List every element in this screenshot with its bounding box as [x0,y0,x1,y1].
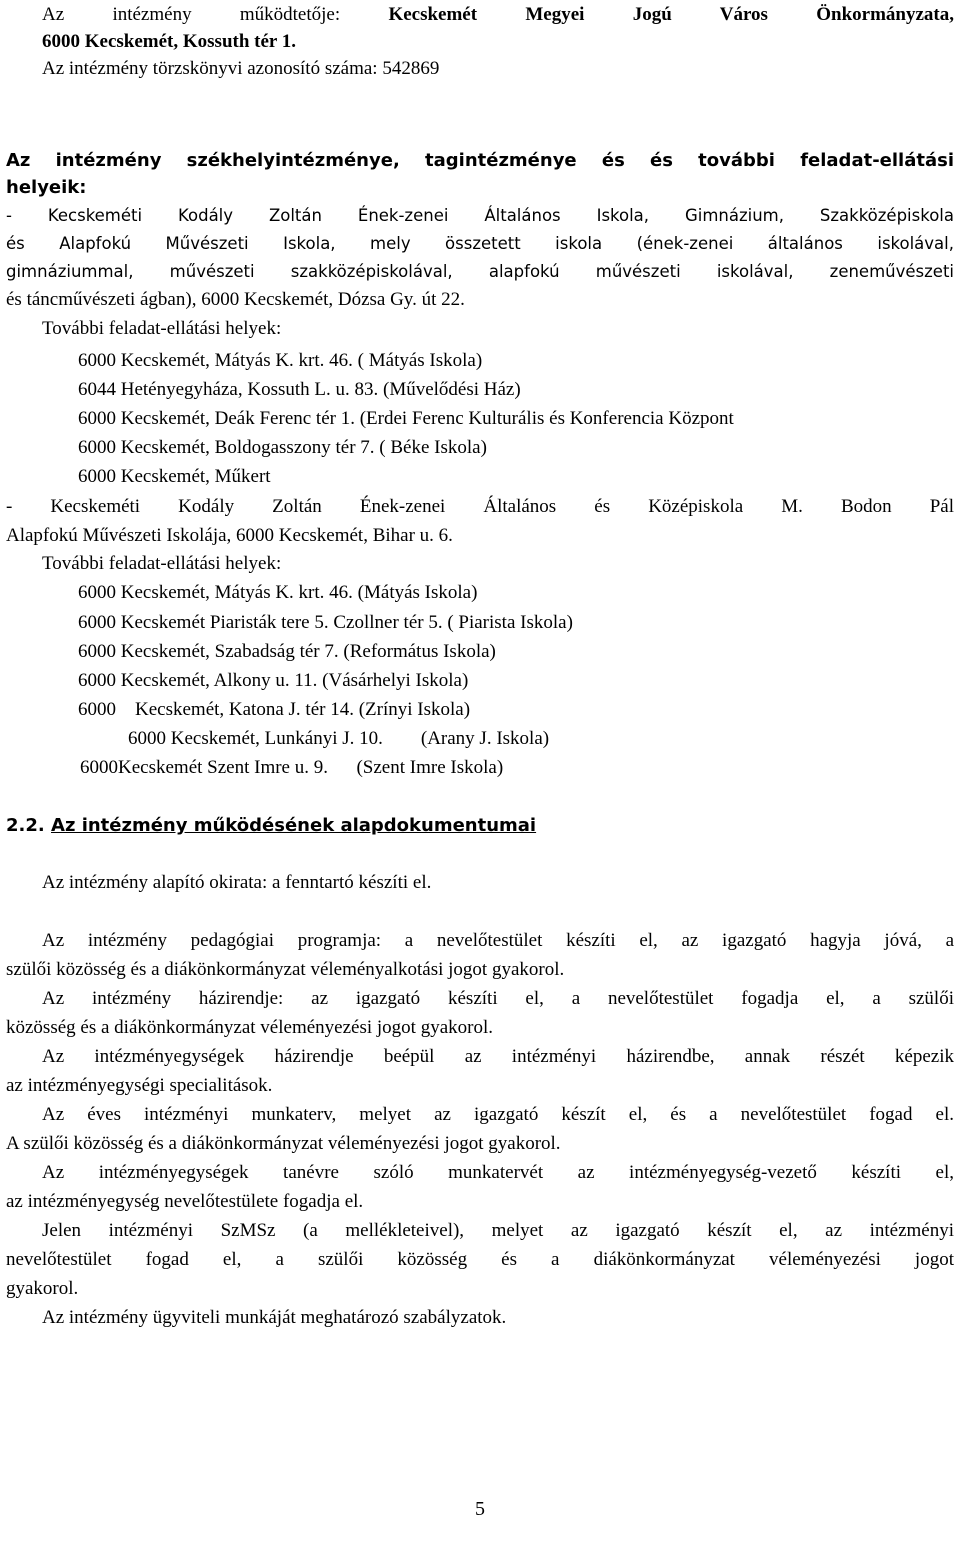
bodon-site-line-2: Alapfokú Művészeti Iskolája, 6000 Kecskemét, Bihar u. 6. [6,525,453,546]
more-sites-label-2: További feladat-ellátási helyek: [42,553,282,574]
main-site-line-4: és táncművészeti ágban), 6000 Kecskemét, Dózsa Gy. út 22. [6,289,465,310]
section-number: 2.2. [6,815,45,836]
page-number: 5 [475,1498,485,1520]
site-list-item: 6000 Kecskemét, Műkert [78,466,271,487]
annual-workplan-paragraph-cont: A szülői közösség és a diákönkormányzat véleményezési jogot gyakorol. [6,1133,561,1154]
operator-label: Az intézmény működtetője: [42,4,341,25]
sites-heading-cont: helyeik: [6,177,87,198]
szmsz-paragraph: Jelen intézményi SzMSz (a mellékleteivel), melyet az igazgató készít el, az intézményi [42,1220,954,1241]
site-list-item: 6000 Kecskemét, Katona J. tér 14. (Zrínyi Iskola) [78,699,471,720]
site-list-item: 6000 Kecskemét, Mátyás K. krt. 46. ( Mátyás Iskola) [78,350,483,371]
operator-address: 6000 Kecskemét, Kossuth tér 1. [42,31,297,52]
unit-workplan-paragraph: Az intézményegységek tanévre szóló munkatervét az intézményegység-vezető készíti el, [42,1162,954,1183]
operator-name: Kecskemét Megyei Jogú Város Önkormányzata, [388,4,954,25]
szmsz-paragraph-end: gyakorol. [6,1278,79,1299]
house-rules-paragraph: Az intézmény házirendje: az igazgató készíti el, a nevelőtestület fogadja el, a szülői [42,988,954,1009]
unit-workplan-paragraph-cont: az intézményegység nevelőtestülete fogadja el. [6,1191,364,1212]
main-site-line-1: - Kecskeméti Kodály Zoltán Ének-zenei Általános Iskola, Gimnázium, Szakközépiskola [6,206,954,225]
pedagogical-program-paragraph-cont: szülői közösség és a diákönkormányzat véleményalkotási jogot gyakorol. [6,959,565,980]
registry-number: Az intézmény törzskönyvi azonosító száma: 542869 [42,58,440,79]
site-list-item: 6000 Kecskemét, Boldogasszony tér 7. ( Béke Iskola) [78,437,487,458]
administration-rules-paragraph: Az intézmény ügyviteli munkáját meghatározó szabályzatok. [42,1307,507,1328]
section-title: Az intézmény működésének alapdokumentumai [51,815,537,836]
site-list-item: 6000 Kecskemét Piaristák tere 5. Czollner tér 5. ( Piarista Iskola) [78,612,573,633]
pedagogical-program-paragraph: Az intézmény pedagógiai programja: a nevelőtestület készíti el, az igazgató hagyja jóvá, a [42,930,954,951]
house-rules-paragraph-cont: közösség és a diákönkormányzat véleményezési jogot gyakorol. [6,1017,493,1038]
bodon-site-line-1: - Kecskeméti Kodály Zoltán Ének-zenei Általános és Középiskola M. Bodon Pál [6,496,954,517]
annual-workplan-paragraph: Az éves intézményi munkaterv, melyet az igazgató készít el, és a nevelőtestület fogad el. [42,1104,954,1125]
szmsz-paragraph-cont: nevelőtestület fogad el, a szülői közösség és a diákönkormányzat véleményezési jogot [6,1249,954,1270]
unit-house-rules-paragraph-cont: az intézményegységi specialitások. [6,1075,273,1096]
section-heading [6,813,536,839]
site-list-item: 6000 Kecskemét, Lunkányi J. 10. (Arany J. Iskola) [128,728,550,749]
site-list-item: 6044 Hetényegyháza, Kossuth L. u. 83. (Művelődési Ház) [78,379,521,400]
unit-house-rules-paragraph: Az intézményegységek házirendje beépül az intézményi házirendbe, annak részét képezik [42,1046,954,1067]
main-site-line-2: és Alapfokú Művészeti Iskola, mely összetett iskola (ének-zenei általános iskolával, [6,234,954,253]
site-list-item: 6000 Kecskemét, Szabadság tér 7. (Református Iskola) [78,641,496,662]
sites-heading: Az intézmény székhelyintézménye, tagintézménye és és további feladat-ellátási [6,150,954,171]
site-list-item: 6000Kecskemét Szent Imre u. 9. (Szent Imre Iskola) [80,757,504,778]
main-site-line-3: gimnáziummal, művészeti szakközépiskolával, alapfokú művészeti iskolával, zeneművészeti [6,262,954,281]
site-list-item: 6000 Kecskemét, Mátyás K. krt. 46. (Mátyás Iskola) [78,582,478,603]
operator-line [42,2,954,28]
site-list-item: 6000 Kecskemét, Alkony u. 11. (Vásárhelyi Iskola) [78,670,469,691]
more-sites-label-1: További feladat-ellátási helyek: [42,318,282,339]
site-list-item: 6000 Kecskemét, Deák Ferenc tér 1. (Erdei Ferenc Kulturális és Konferencia Központ [78,408,734,429]
founding-document-paragraph: Az intézmény alapító okirata: a fenntartó készíti el. [42,872,432,893]
